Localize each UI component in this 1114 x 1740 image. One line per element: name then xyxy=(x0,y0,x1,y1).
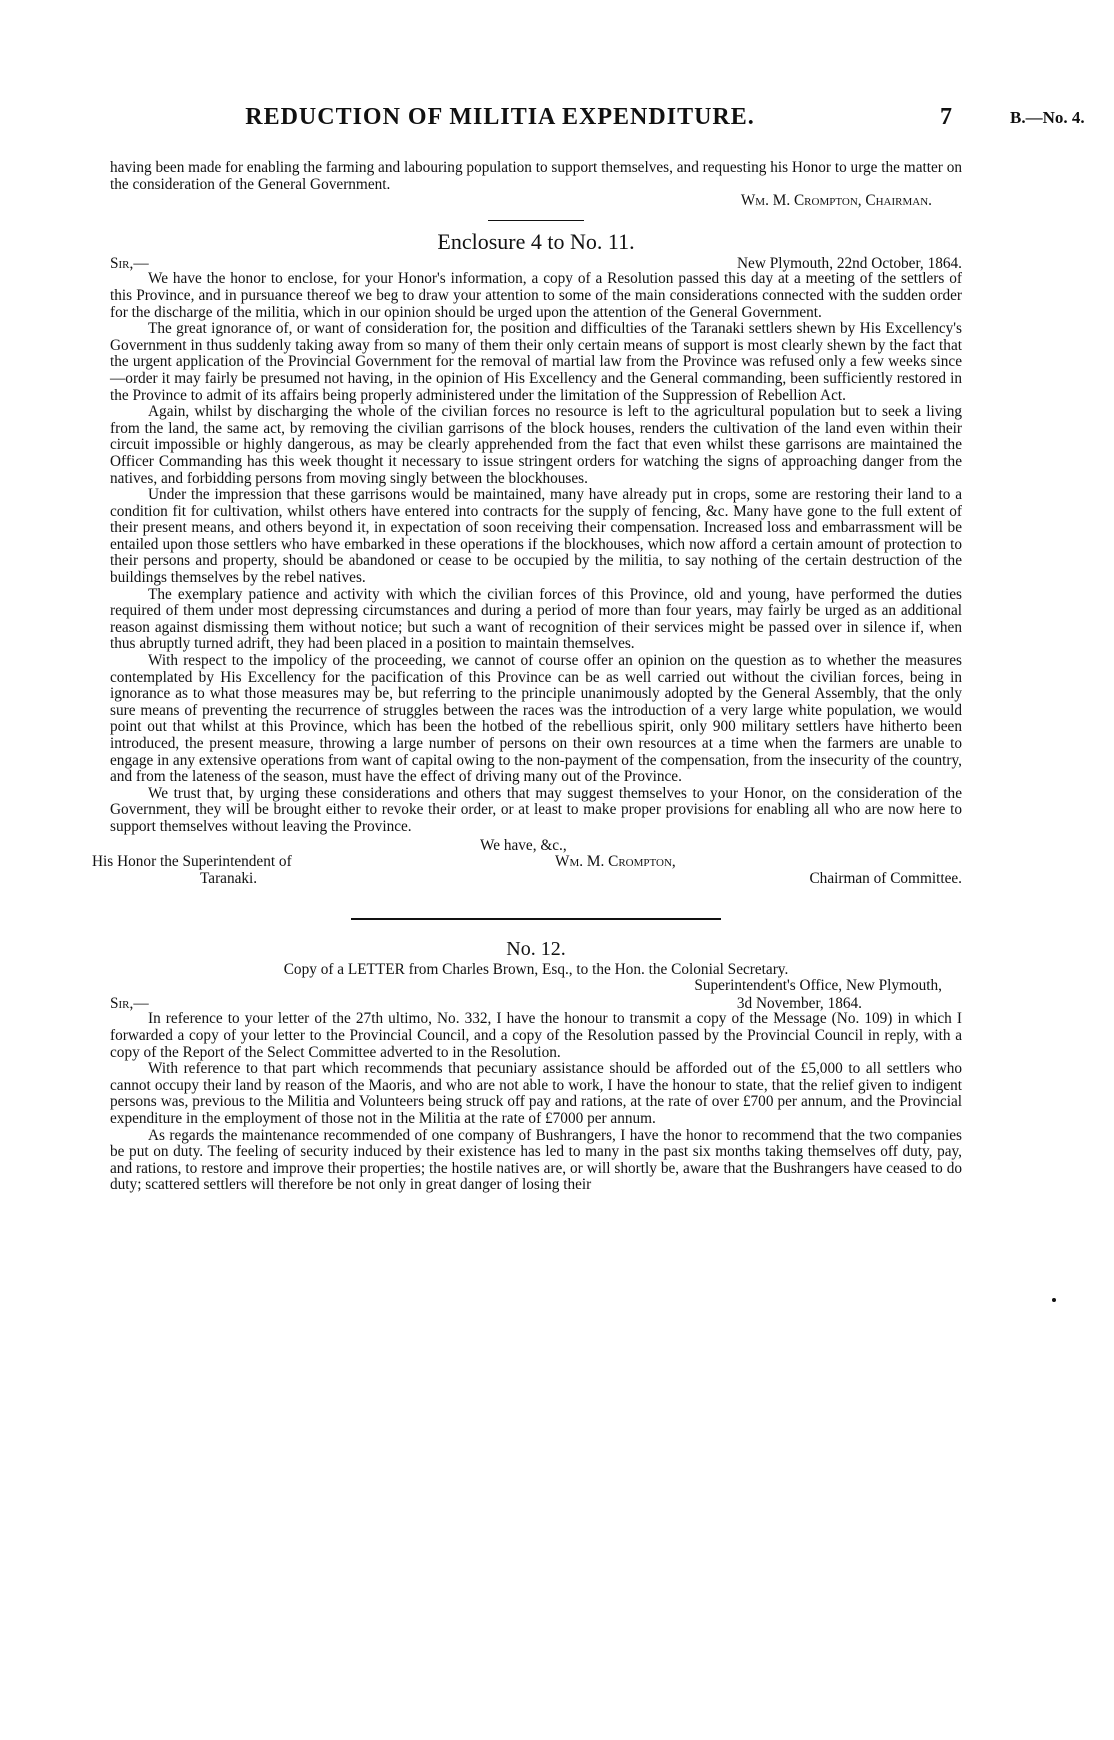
letter-paragraph: In reference to your letter of the 27th ultimo, No. 332, I have the honour to transmit a copy of the Message (No. 109) in which I forwarded a copy of your letter to the Provincial Council, and a copy of the Resolution passed by the Provincial Council in reply, with a copy of the Report of the Select Committee adverted to in the Resolution. xyxy=(110,1010,962,1061)
intro-paragraph: having been made for enabling the farming and labouring population to support themselves, and requesting his Honor to urge the matter on the consideration of the General Government. xyxy=(110,159,962,193)
enclosure-paragraph: With respect to the impolicy of the proceeding, we cannot of course offer an opinion on the question as to whether the measures contemplated by His Excellency for the pacification of this Province can be as well carried out without the civilian forces, being in ignorance as to what those measures may be, but referring to the principle unanimously adopted by the General Assembly, that the only sure means of preventing the recurrence of struggles between the races was the introduction of a very large white population, we would point out that whilst at this Province, which has been the hotbed of the rebellious spirit, only 900 military settlers have hitherto been introduced, the present measure, throwing a large number of persons on their own resources at a time when the farmers are unable to engage in any extensive operations from want of capital owing to the non-payment of the compensation, from the insecurity of the country, and from the lateness of the season, must have the effect of driving many out of the Province. xyxy=(110,652,962,786)
enclosure-salutation: Sir,— xyxy=(110,254,149,272)
margin-dot xyxy=(1052,1298,1056,1302)
letter-paragraph: As regards the maintenance recommended of one company of Bushrangers, I have the honor to recommend that the two companies be put on duty. The feeling of security induced by their existence has led to many in the past six months taking themselves off duty, pay, and rations, to restore and improve their properties; the hostile natives are, or will shortly be, aware that the Bushrangers have ceased to do duty; scattered settlers will therefore be not only in great danger of losing their xyxy=(110,1126,962,1194)
page-header xyxy=(60,104,1110,134)
letter-salutation-row xyxy=(110,995,962,1012)
letter-paragraph: With reference to that part which recommends that pecuniary assistance should be afforded out of the £5,000 to all settlers who cannot occupy their land by reason of the Maoris, and who are not able to work, I have the honour to state, that the relief given to indigent persons was, previous to the Militia and Volunteers being struck off pay and rations, at the rate of over £700 per annum, and the Provincial expenditure in the employment of those not in the Militia at the rate of £7000 per annum. xyxy=(110,1060,962,1127)
enclosure-paragraph: The great ignorance of, or want of consideration for, the position and difficulties of the Taranaki settlers shewn by His Excellency's Government in thus suddenly taking away from so many of them their only certain means of support is most clearly shewn by the fact that the urgent application of the Provincial Government for the removal of martial law from the Province was refused only a few weeks since—order it may fairly be presumed not having, in the opinion of His Excellency and the General commanding, been sufficiently restored in the Province to admit of its affairs being properly administered under the limitation of the Suppression of Rebellion Act. xyxy=(110,320,962,404)
letter-dateline: 3d November, 1864. xyxy=(736,994,862,1012)
letter-address-line-1: Superintendent's Office, New Plymouth, xyxy=(694,977,942,995)
letter-number-heading: No. 12. xyxy=(506,937,566,960)
enclosure-signature-block xyxy=(92,836,962,900)
addressee-line-2: Taranaki. xyxy=(200,869,258,887)
addressee-line-1: His Honor the Superintendent of xyxy=(92,853,292,871)
enclosure-heading: Enclosure 4 to No. 11. xyxy=(437,228,635,254)
closing-formula: We have, &c., xyxy=(480,836,567,854)
enclosure-paragraph: We trust that, by urging these considerations and others that may suggest themselves to your Honor, on the consideration of the Government, they will be brought either to revoke their order, or at least to make proper provisions for enabling all who are now here to support themselves without leaving the Province. xyxy=(110,784,962,835)
signer-name: Wm. M. Crompton, xyxy=(555,853,676,871)
running-title: REDUCTION OF MILITIA EXPENDITURE. xyxy=(245,104,755,130)
enclosure-paragraph: Under the impression that these garrisons would be maintained, many have already put in crops, some are restoring their land to a condition fit for cultivation, whilst others have entered into contracts for the supply of fencing, &c. Many have gone to the full extent of their present means, and others beyond it, in expectation of soon receiving their compensation. Increased loss and embarrassment will be entailed upon those settlers who have embarked in these operations if the blockhouses, which now afford a certain amount of protection to their persons and property, should be abandoned or cease to be occupied by the militia, to say nothing of the certain destruction of the buildings themselves by the rebel natives. xyxy=(110,486,962,587)
letter-salutation: Sir,— xyxy=(110,994,149,1012)
signer-title: Chairman of Committee. xyxy=(809,869,962,887)
enclosure-paragraph: The exemplary patience and activity with which the civilian forces of this Province, old and young, have performed the duties required of them under most depressing circumstances and during a period of more than four years, may fairly be urged as an additional reason against dismissing them without notice; but such a want of recognition of their services might be passed over in silence if, when thus abruptly turned adrift, they had been placed in a position to maintain themselves. xyxy=(110,585,962,653)
intro-signature xyxy=(110,193,962,210)
enclosure-salutation-row xyxy=(110,255,962,272)
page-number: 7 xyxy=(940,104,952,130)
major-section-divider xyxy=(351,918,721,920)
enclosure-dateline: New Plymouth, 22nd October, 1864. xyxy=(737,254,962,272)
enclosure-paragraph: Again, whilst by discharging the whole of the civilian forces no resource is left to the agricultural population but to seek a living from the land, the same act, by removing the civilian garrisons of the block houses, renders the cultivation of the land even within their circuit impossible or highly dangerous, as may be clearly apprehended from the fact that even whilst these garrisons are maintained the Officer Commanding has this week thought it necessary to issue stringent orders for watching the signs of approaching danger from the natives, and forbidding persons from moving singly between the blockhouses. xyxy=(110,403,962,487)
intro-signature-text: Wm. M. Crompton, Chairman. xyxy=(740,192,932,210)
section-divider xyxy=(488,220,584,221)
enclosure-paragraph: We have the honor to enclose, for your Honor's information, a copy of a Resolution passed this day at a meeting of the settlers of this Province, and in pursuance thereof we beg to draw your attention to some of the main considerations connected with the sudden order for the discharge of the militia, which in our opinion should be urged upon the attention of the General Government. xyxy=(110,270,962,321)
document-reference: B.—No. 4. xyxy=(1010,108,1085,127)
page-body xyxy=(92,159,962,1194)
letter-copy-line: Copy of a LETTER from Charles Brown, Esq., to the Hon. the Colonial Secretary. xyxy=(283,960,789,978)
